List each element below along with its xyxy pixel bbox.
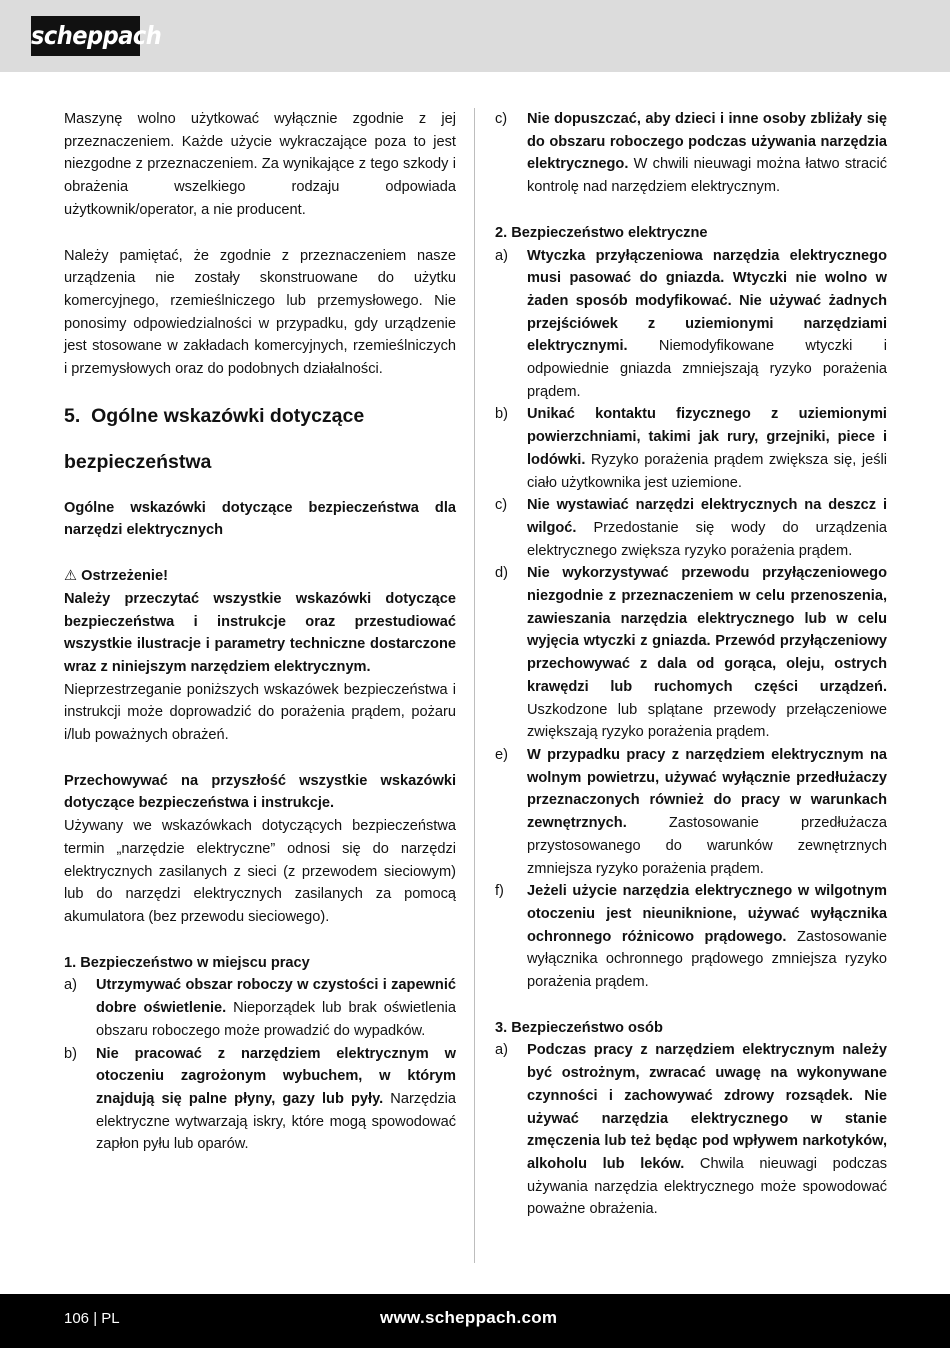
list-item-label: a) — [64, 977, 77, 994]
warning-label: Ostrzeżenie! — [81, 568, 168, 585]
intended-use-paragraph: Maszynę wolno użytkować wyłącznie zgodnie z jej przeznaczeniem. Każde użycie wykraczające poza to jest niezgodne z przeznaczeniem. Za wynikające z tego szkody i obrażenia wszelkiego rodzaju odpowiada użytkownik/operator, a nie producent. — [64, 111, 456, 218]
left-column — [64, 108, 456, 1156]
section-5-heading — [64, 393, 456, 485]
section-1-list — [64, 974, 456, 1156]
warning-icon: ⚠ — [64, 568, 78, 585]
list-item-label: f) — [495, 883, 504, 900]
list-item-label: d) — [495, 565, 508, 582]
list-item-bold: Nie dopuszczać, aby dzieci i inne osoby zbliżały się do obszaru roboczego podczas używania narzędzia elektrycznego. — [527, 111, 887, 173]
commercial-use-paragraph: Należy pamiętać, że zgodnie z przeznaczeniem nasze urządzenia nie zostały skonstruowane do użytku komercyjnego, rzemieślniczego lub przemysłowego. Nie ponosimy odpowiedzialności w przypadku, gdy urządzenie jest stosowane w zakładach komercyjnych, rzemieślniczych i przemysłowych oraz do podobnych działalności. — [64, 247, 456, 378]
list-item-text: Niemodyfikowane wtyczki i odpowiednie gniazda zmniejszają ryzyko porażenia prądem. — [527, 338, 887, 400]
warning-heading — [64, 565, 456, 588]
list-item-text: Chwila nieuwagi podczas używania narzędzia elektrycznego może spowodować poważne obrażenia. — [527, 1155, 887, 1218]
list-item — [495, 562, 887, 744]
section-1-heading: 1. Bezpieczeństwo w miejscu pracy — [64, 954, 310, 971]
list-item — [495, 880, 887, 994]
list-item-bold: W przypadku pracy z narzędziem elektrycznym na wolnym powietrzu, używać wyłącznie przedłużaczy przeznaczonych również do pracy w warunkach zewnętrznych. — [527, 746, 887, 832]
list-item-text: Ryzyko porażenia prądem zwiększa się, jeśli ciało użytkownika jest uziemione. — [527, 451, 887, 491]
section-3-heading: 3. Bezpieczeństwo osób — [495, 1019, 663, 1036]
list-item — [495, 403, 887, 494]
page-number: 106 | PL — [64, 1310, 120, 1327]
section-3-list — [495, 1039, 887, 1221]
list-item-label: c) — [495, 111, 508, 127]
list-item — [64, 1043, 456, 1157]
keep-instructions-bold: Przechowywać na przyszłość wszystkie wskazówki dotyczące bezpieczeństwa i instrukcje. — [64, 772, 456, 812]
section-title: Ogólne wskazówki dotyczące bezpieczeństwa — [64, 404, 365, 473]
list-item — [64, 974, 456, 1042]
list-item-label: e) — [495, 746, 508, 763]
list-item-bold: Nie pracować z narzędziem elektrycznym w otoczeniu zagrożonym wybuchem, w którym znajdują się palne płyny, gazy lub pyły. — [96, 1045, 456, 1107]
list-item — [495, 744, 887, 880]
keep-instructions-text: Używany we wskazówkach dotyczących bezpieczeństwa termin „narzędzie elektryczne” odnosi się do narzędzi elektrycznych zasilanych z sieci (z przewodem sieciowym) lub do narzędzi elektrycznych zasilanych za pomocą akumulatora (bez przewodu sieciowego). — [64, 818, 456, 925]
warning-text: Nieprzestrzeganie poniższych wskazówek bezpieczeństwa i instrukcji może doprowadzić do porażenia prądem, pożaru i/lub poważnych obrażeń. — [64, 681, 456, 744]
warning-bold-text: Należy przeczytać wszystkie wskazówki dotyczące bezpieczeństwa i instrukcje oraz przestudiować wszystkie ilustracje i parametry techniczne dostarczone wraz z niniejszym narzędziem elektrycznym. — [64, 590, 456, 675]
list-item-bold: Nie wystawiać narzędzi elektrycznych na deszcz i wilgoć. — [527, 497, 887, 536]
list-item-label: a) — [495, 247, 508, 264]
website-link[interactable]: www.scheppach.com — [380, 1308, 558, 1327]
list-item — [495, 245, 887, 404]
list-item-bold: Nie wykorzystywać przewodu przyłączeniowego niezgodnie z przeznaczeniem w celu przenoszenia, zawieszania narzędzia elektrycznego lub w celu wyjęcia wtyczki z gniazda. Przewód przyłączeniowy przechowywać z dala od gorąca, oleju, ostrych krawędzi lub ruchomych części urządzeń. — [527, 565, 887, 695]
list-item-label: a) — [495, 1042, 508, 1059]
list-item — [495, 1039, 887, 1221]
section-number: 5. — [64, 404, 81, 427]
list-item — [495, 494, 887, 562]
list-item-label: b) — [495, 406, 508, 423]
column-divider — [474, 108, 475, 1263]
list-item-label: c) — [495, 497, 508, 514]
subheading: Ogólne wskazówki dotyczące bezpieczeństwa dla narzędzi elektrycznych — [64, 499, 456, 539]
list-item-text: Uszkodzone lub splątane przewody przełączeniowe zwiększają ryzyko porażenia prądem. — [527, 701, 887, 741]
section-2-heading: 2. Bezpieczeństwo elektryczne — [495, 224, 708, 241]
list-item-text: Zastosowanie wyłącznika ochronnego prądowego zmniejsza ryzyko porażenia prądem. — [527, 928, 887, 991]
list-item-bold: Utrzymywać obszar roboczy w czystości i zapewnić dobre oświetlenie. — [96, 977, 456, 1017]
list-item-bold: Unikać kontaktu fizycznego z uziemionymi powierzchniami, takimi jak rury, grzejniki, piece i lodówki. — [527, 406, 887, 468]
list-item-text: Nieporządek lub brak oświetlenia obszaru roboczego może prowadzić do wypadków. — [96, 1000, 456, 1039]
list-item-bold: Wtyczka przyłączeniowa narzędzia elektrycznego musi pasować do gniazda. Wtyczki nie wolno w żaden sposób modyfikować. Nie używać żadnych przejściówek z uziemionymi narzędziami elektrycznymi. — [527, 247, 887, 355]
right-column — [495, 108, 887, 1221]
page-footer — [0, 1294, 950, 1348]
list-item-text: Przedostanie się wody do urządzenia elektrycznego zwiększa ryzyko porażenia prądem. — [527, 519, 887, 559]
list-item-text: W chwili nieuwagi można łatwo stracić kontrolę nad narzędziem elektrycznym. — [527, 156, 887, 196]
list-item-bold: Podczas pracy z narzędziem elektrycznym należy być ostrożnym, zwracać uwagę na wykonywane czynności i zachowywać zdrowy rozsądek. Nie używać narzędzia elektrycznego w stanie zmęczenia lub też będąc pod wpływem narkotyków, alkoholu lub leków. — [527, 1042, 887, 1172]
list-item — [495, 108, 887, 199]
section-2-list — [495, 245, 887, 994]
list-item-text: Narzędzia elektryczne wytwarzają iskry, które mogą spowodować zapłon pyłu lub oparów. — [96, 1090, 456, 1153]
list-item-text: Zastosowanie przedłużacza przystosowanego do warunków zewnętrznych zmniejsza ryzyko porażenia prądem. — [527, 815, 887, 877]
page-header — [0, 0, 950, 72]
scheppach-logo: scheppach — [31, 16, 140, 56]
list-item-label: b) — [64, 1045, 77, 1062]
list-item-bold: Jeżeli użycie narzędzia elektrycznego w wilgotnym otoczeniu jest nieuniknione, używać wyłącznika ochronnego różnicowo prądowego. — [527, 883, 887, 945]
